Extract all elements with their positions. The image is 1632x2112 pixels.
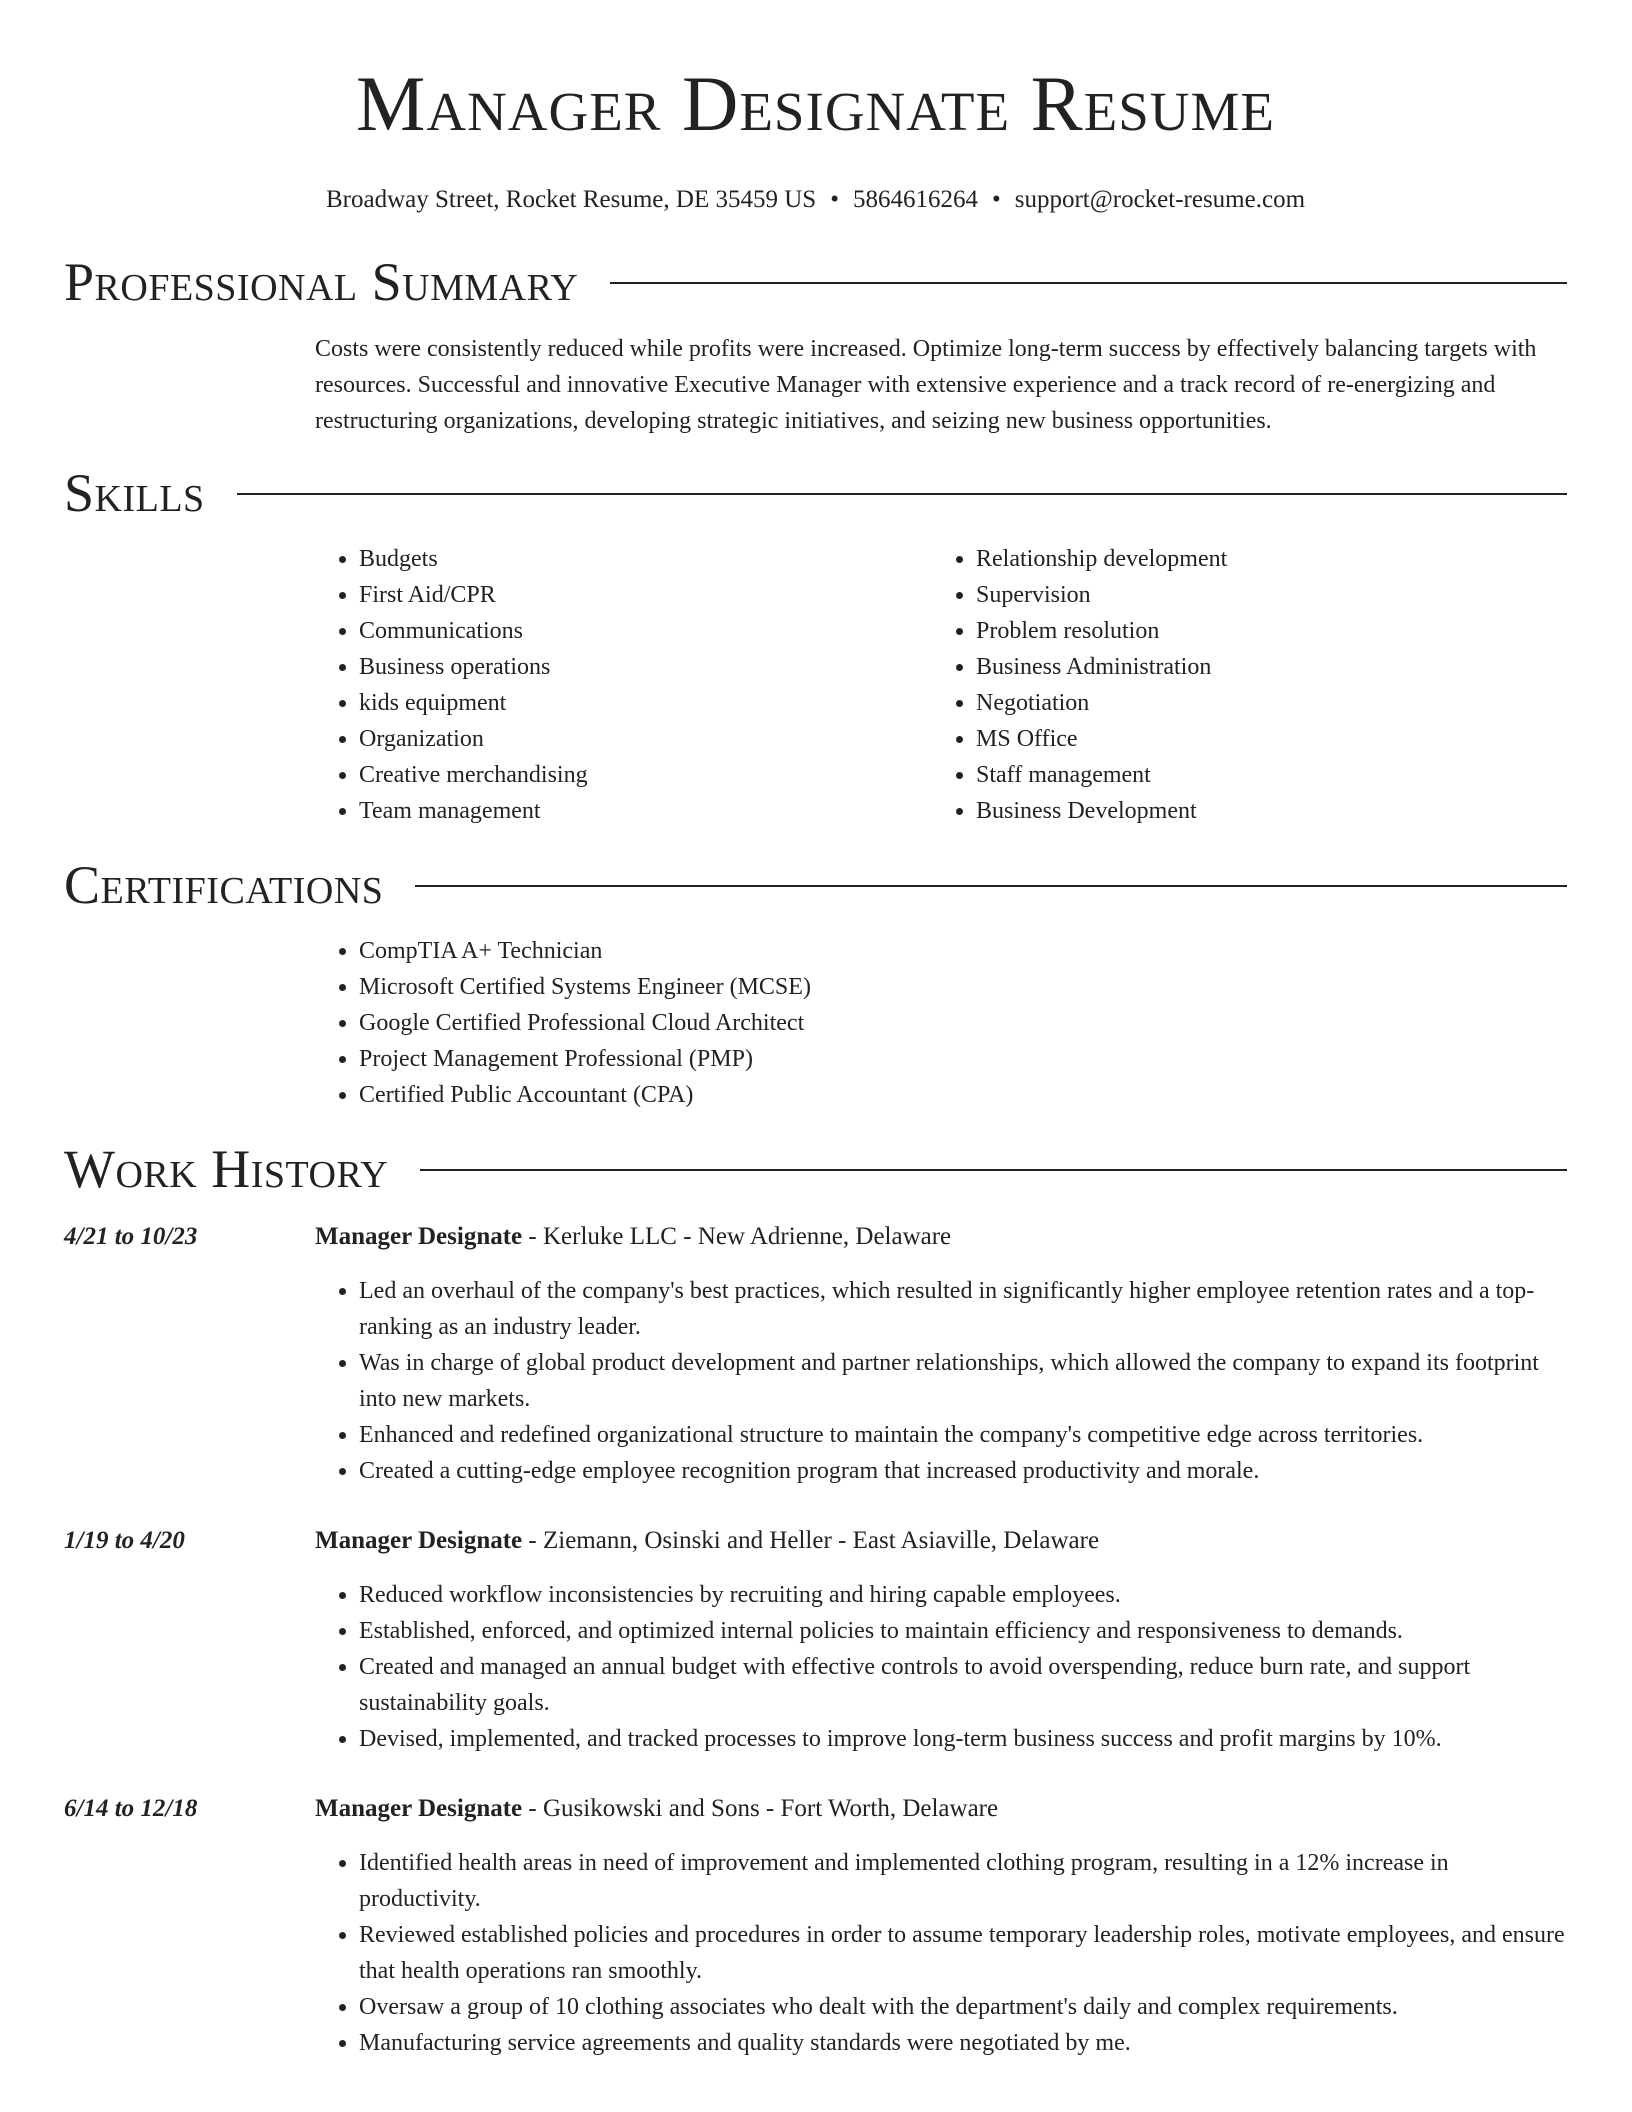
job-title: Manager Designate: [315, 1795, 523, 1822]
skill-item: • First Aid/CPR: [359, 577, 932, 613]
certification-item: • CompTIA A+ Technician: [359, 933, 1567, 969]
job-bullet: • Enhanced and redefined organizational structure to maintain the company's competitive edge across territories.: [359, 1417, 1567, 1453]
summary-section: [64, 250, 1567, 439]
certifications-section: [64, 853, 1567, 1113]
section-divider: [420, 1169, 1567, 1171]
job-details: - Gusikowski and Sons - Fort Worth, Delaware: [522, 1795, 999, 1822]
skills-column-left: [315, 541, 932, 829]
skill-item: • Problem resolution: [976, 613, 1549, 649]
skills-heading: [64, 461, 1567, 525]
job-header: [64, 1219, 1567, 1255]
certifications-heading: [64, 853, 1567, 917]
summary-title: Professional Summary: [64, 252, 579, 312]
skill-item: • kids equipment: [359, 685, 932, 721]
job-header: [64, 1523, 1567, 1559]
skill-item: • Supervision: [976, 577, 1549, 613]
section-divider: [415, 885, 1567, 887]
skills-column-right: [932, 541, 1549, 829]
skills-title: Skills: [64, 463, 205, 523]
job-bullet: • Led an overhaul of the company's best practices, which resulted in significantly higher employee retention rates and a top-ranking as an industry leader.: [359, 1273, 1567, 1345]
certification-item: • Microsoft Certified Systems Engineer (MCSE): [359, 969, 1567, 1005]
job-dates: 6/14 to 12/18: [64, 1795, 198, 1822]
work-history-title: Work History: [64, 1139, 389, 1199]
work-history-heading: [64, 1137, 1567, 1201]
certification-item: • Google Certified Professional Cloud Architect: [359, 1005, 1567, 1041]
job-bullets: [315, 1845, 1567, 2061]
job-heading-text: [315, 1791, 998, 1827]
job-heading-text: [315, 1523, 1099, 1559]
skill-item: • Communications: [359, 613, 932, 649]
job-entry: [64, 1791, 1567, 2061]
skills-list-right: [932, 541, 1549, 829]
section-divider: [237, 493, 1567, 495]
skills-list-left: [315, 541, 932, 829]
job-bullet-list: [315, 1577, 1567, 1757]
skill-item: • Organization: [359, 721, 932, 757]
skills-columns: [315, 541, 1567, 829]
job-header: [64, 1791, 1567, 1827]
job-dates: 4/21 to 10/23: [64, 1223, 198, 1250]
contact-separator: •: [991, 186, 1001, 213]
job-bullet: • Reviewed established policies and procedures in order to assume temporary leadership roles, motivate employees, and ensure that health operations ran smoothly.: [359, 1917, 1567, 1989]
skill-item: • MS Office: [976, 721, 1549, 757]
contact-address: Broadway Street, Rocket Resume, DE 35459 US: [325, 186, 817, 213]
job-bullet-list: [315, 1845, 1567, 2061]
job-entry: [64, 1219, 1567, 1489]
job-bullet-list: [315, 1273, 1567, 1489]
certification-item: • Project Management Professional (PMP): [359, 1041, 1567, 1077]
summary-heading: [64, 250, 1567, 314]
job-details: - Ziemann, Osinski and Heller - East Asiaville, Delaware: [522, 1527, 1100, 1554]
skill-item: • Relationship development: [976, 541, 1549, 577]
skill-item: • Negotiation: [976, 685, 1549, 721]
resume-header: [64, 0, 1567, 216]
certifications-list: [315, 933, 1567, 1113]
job-bullets: [315, 1273, 1567, 1489]
contact-phone: 5864616264: [852, 186, 978, 213]
contact-line: [64, 184, 1567, 216]
job-bullet: • Was in charge of global product development and partner relationships, which allowed the company to expand its footprint into new markets.: [359, 1345, 1567, 1417]
job-bullet: • Created a cutting-edge employee recognition program that increased productivity and morale.: [359, 1453, 1567, 1489]
job-bullet: • Reduced workflow inconsistencies by recruiting and hiring capable employees.: [359, 1577, 1567, 1613]
job-title: Manager Designate: [315, 1527, 523, 1554]
resume-page: [64, 0, 1567, 2061]
certifications-block: [315, 933, 1567, 1113]
certification-item: • Certified Public Accountant (CPA): [359, 1077, 1567, 1113]
skill-item: • Business operations: [359, 649, 932, 685]
skill-item: • Team management: [359, 793, 932, 829]
job-dates: 1/19 to 4/20: [64, 1527, 185, 1554]
job-heading-text: [315, 1219, 951, 1255]
summary-text: Costs were consistently reduced while profits were increased. Optimize long-term success by effectively balancing targets with resources. Successful and innovative Executive Manager with extensive experience and a track record of re-energizing and restructuring organizations, developing strategic initiatives, and seizing new business opportunities.: [315, 336, 1537, 434]
skill-item: • Creative merchandising: [359, 757, 932, 793]
job-bullet: • Established, enforced, and optimized internal policies to maintain efficiency and responsiveness to demands.: [359, 1613, 1567, 1649]
work-history-section: [64, 1137, 1567, 2061]
job-bullet: • Oversaw a group of 10 clothing associates who dealt with the department's daily and complex requirements.: [359, 1989, 1567, 2025]
skill-item: • Staff management: [976, 757, 1549, 793]
job-bullets: [315, 1577, 1567, 1757]
certifications-title: Certifications: [64, 855, 384, 915]
job-title: Manager Designate: [315, 1223, 523, 1250]
job-details: - Kerluke LLC - New Adrienne, Delaware: [522, 1223, 952, 1250]
contact-separator: •: [830, 186, 839, 213]
skill-item: • Business Administration: [976, 649, 1549, 685]
skill-item: • Budgets: [359, 541, 932, 577]
job-bullet: • Created and managed an annual budget with effective controls to avoid overspending, reduce burn rate, and support sustainability goals.: [359, 1649, 1567, 1721]
job-entry: [64, 1523, 1567, 1757]
contact-email: support@rocket-resume.com: [1014, 186, 1306, 213]
section-divider: [610, 282, 1567, 284]
skills-section: [64, 461, 1567, 829]
job-bullet: • Manufacturing service agreements and quality standards were negotiated by me.: [359, 2025, 1567, 2061]
skill-item: • Business Development: [976, 793, 1549, 829]
job-bullet: • Identified health areas in need of improvement and implemented clothing program, resulting in a 12% increase in productivity.: [359, 1845, 1567, 1917]
resume-name: Manager Designate Resume: [355, 60, 1276, 147]
job-bullet: • Devised, implemented, and tracked processes to improve long-term business success and profit margins by 10%.: [359, 1721, 1567, 1757]
